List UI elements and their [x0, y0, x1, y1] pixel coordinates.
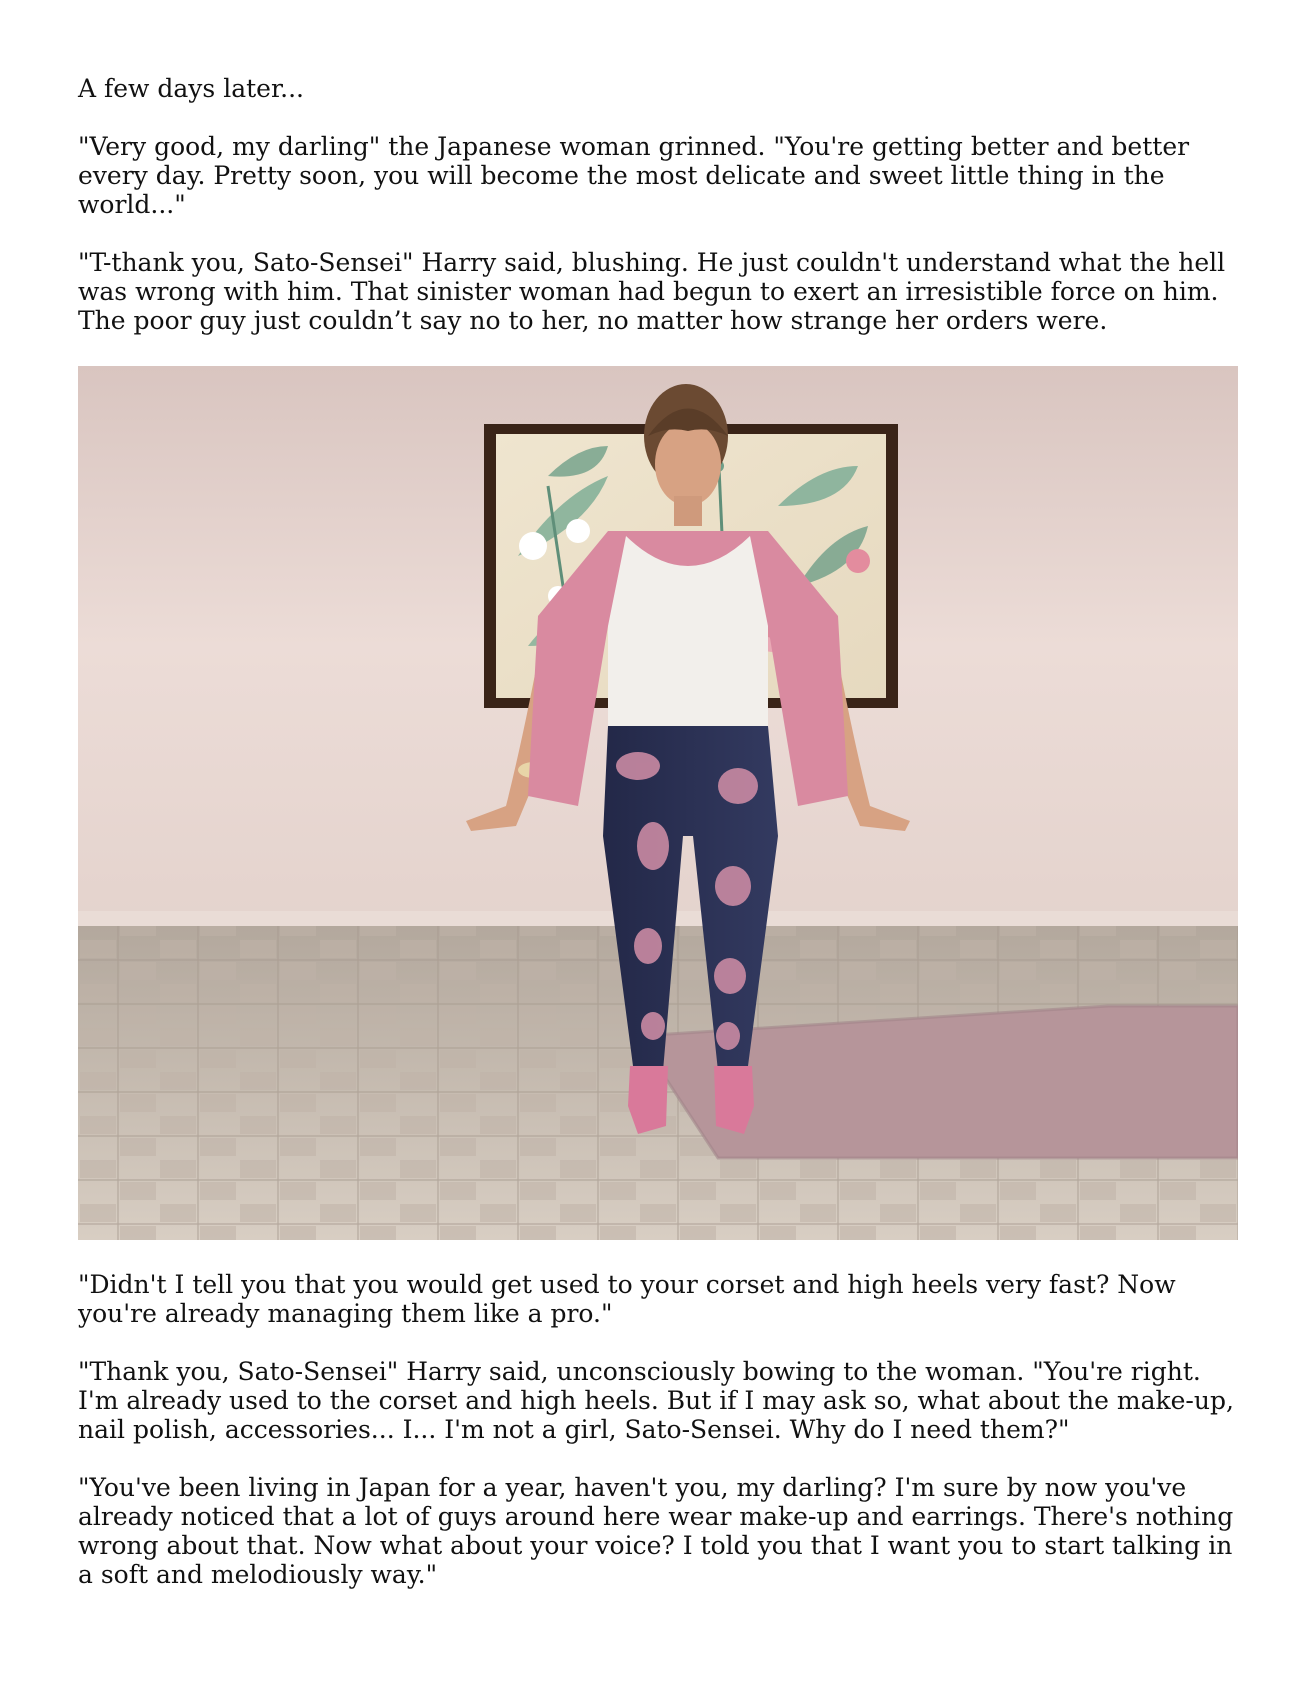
illustration-scene [78, 366, 1238, 1240]
story-illustration [78, 366, 1238, 1240]
paragraph-harry-reply: "T-thank you, Sato-Sensei" Harry said, blushing. He just couldn't understand what the hell was wrong with him. That sinister woman had begun to exert an irresistible force on him. The poor guy just couldn’t say no to her, no matter how strange her orders were. [78, 248, 1226, 335]
paragraph-sensei-praise: "Very good, my darling" the Japanese woman grinned. "You're getting better and better every day. Pretty soon, you will become the most delicate and sweet little thing in the world..." [78, 132, 1190, 219]
paragraph-sensei-question: "Didn't I tell you that you would get used to your corset and high heels very fast? Now you're already managing them like a pro." [78, 1270, 1176, 1328]
paragraph-intro: A few days later... [78, 74, 304, 103]
paragraph-harry-question: "Thank you, Sato-Sensei" Harry said, unconsciously bowing to the woman. "You're right. I'm already used to the corset and high heels. But if I may ask so, what about the make-up, nail polish, accessories... I... I'm not a girl, Sato-Sensei. Why do I need them?" [78, 1357, 1234, 1444]
paragraph-sensei-answer: "You've been living in Japan for a year, haven't you, my darling? I'm sure by now you've already noticed that a lot of guys around here wear make-up and earrings. There's nothing wrong about that. Now what about your voice? I told you that I want you to start talking in a soft and melodiously way." [78, 1473, 1234, 1589]
document-page [78, 74, 1238, 1589]
